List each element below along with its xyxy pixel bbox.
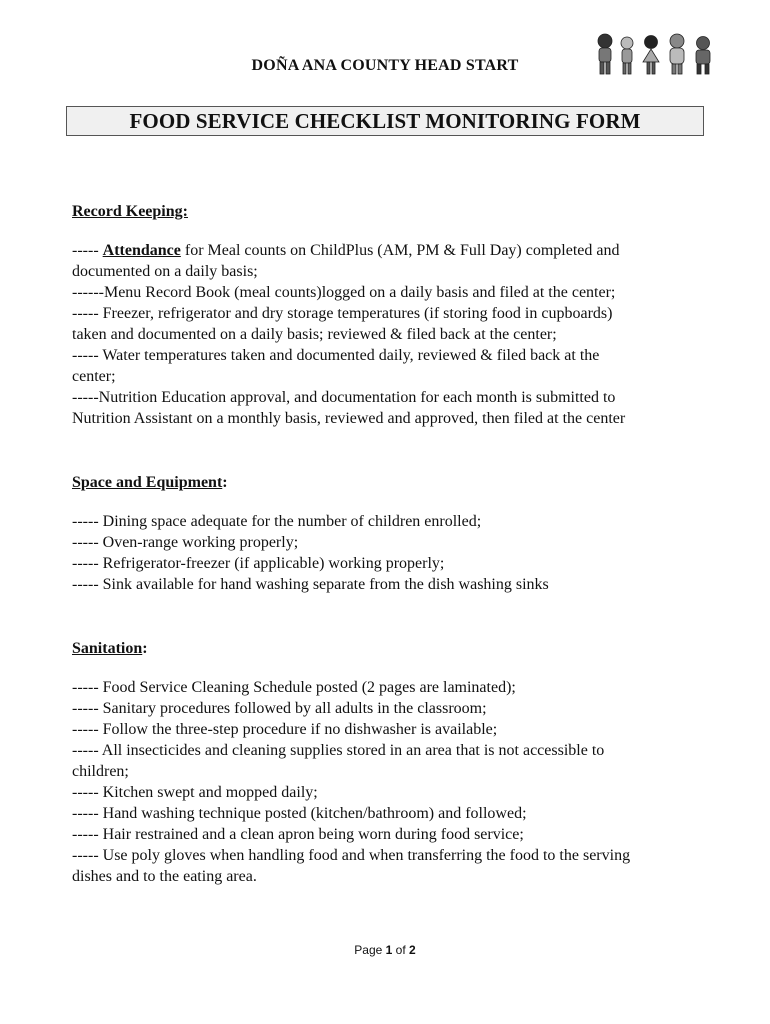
sanitation-line: ----- Hand washing technique posted (kitchen/bathroom) and followed;	[72, 805, 527, 822]
form-title: FOOD SERVICE CHECKLIST MONITORING FORM	[129, 108, 641, 133]
sanitation-line: ----- All insecticides and cleaning supplies stored in an area that is not accessible to	[72, 742, 605, 759]
page-label: Page	[354, 943, 386, 957]
space-equipment-line: ----- Oven-range working properly;	[72, 534, 299, 551]
sanitation-heading-text: Sanitation	[72, 640, 143, 657]
space-equipment-section	[72, 473, 702, 595]
sanitation-line: ----- Kitchen swept and mopped daily;	[72, 784, 318, 801]
sanitation-line: ----- Follow the three-step procedure if no dishwasher is available;	[72, 721, 498, 738]
page-footer	[0, 943, 770, 957]
children-group-icon	[593, 32, 721, 78]
sanitation-line: ----- Use poly gloves when handling food and when transferring the food to the serving	[72, 847, 631, 864]
space-equipment-line: ----- Refrigerator-freezer (if applicable) working properly;	[72, 555, 445, 572]
heading-colon: :	[142, 640, 148, 657]
record-keeping-line: center;	[72, 368, 116, 385]
space-equipment-heading-text: Space and Equipment	[72, 474, 223, 491]
sanitation-line: dishes and to the eating area.	[72, 868, 257, 885]
sanitation-line: ----- Hair restrained and a clean apron being worn during food service;	[72, 826, 524, 843]
space-equipment-line: ----- Dining space adequate for the number of children enrolled;	[72, 513, 482, 530]
organization-name: DOÑA ANA COUNTY HEAD START	[251, 57, 519, 74]
record-keeping-line: taken and documented on a daily basis; reviewed & filed back at the center;	[72, 326, 557, 343]
sanitation-line: ----- Sanitary procedures followed by all adults in the classroom;	[72, 700, 487, 717]
sanitation-line: ----- Food Service Cleaning Schedule posted (2 pages are laminated);	[72, 679, 516, 696]
record-keeping-line: ------Menu Record Book (meal counts)logged on a daily basis and filed at the center;	[72, 284, 616, 301]
record-keeping-section	[72, 202, 702, 429]
space-equipment-heading	[72, 473, 702, 493]
record-keeping-line: ----- Water temperatures taken and documented daily, reviewed & filed back at the	[72, 347, 600, 364]
form-title-box	[66, 106, 704, 136]
record-keeping-line: documented on a daily basis;	[72, 263, 258, 280]
space-equipment-line: ----- Sink available for hand washing separate from the dish washing sinks	[72, 576, 549, 593]
attendance-term: Attendance	[102, 242, 181, 259]
sanitation-heading	[72, 639, 702, 659]
record-keeping-line: Nutrition Assistant on a monthly basis, reviewed and approved, then filed at the center	[72, 410, 626, 427]
page-of-label: of	[392, 943, 410, 957]
attendance-text: for Meal counts on ChildPlus (AM, PM & Full Day) completed and	[180, 242, 620, 259]
record-keeping-heading-text: Record Keeping:	[72, 203, 188, 220]
sanitation-section	[72, 639, 702, 887]
sanitation-line: children;	[72, 763, 129, 780]
record-keeping-line: -----Nutrition Education approval, and documentation for each month is submitted to	[72, 389, 616, 406]
page-number: 1	[385, 943, 393, 957]
record-keeping-heading	[72, 202, 702, 222]
page-total: 2	[409, 943, 416, 957]
heading-colon: :	[222, 474, 228, 491]
record-keeping-line	[72, 240, 702, 261]
dash-prefix: -----	[72, 242, 103, 259]
record-keeping-line: ----- Freezer, refrigerator and dry storage temperatures (if storing food in cupboards)	[72, 305, 613, 322]
